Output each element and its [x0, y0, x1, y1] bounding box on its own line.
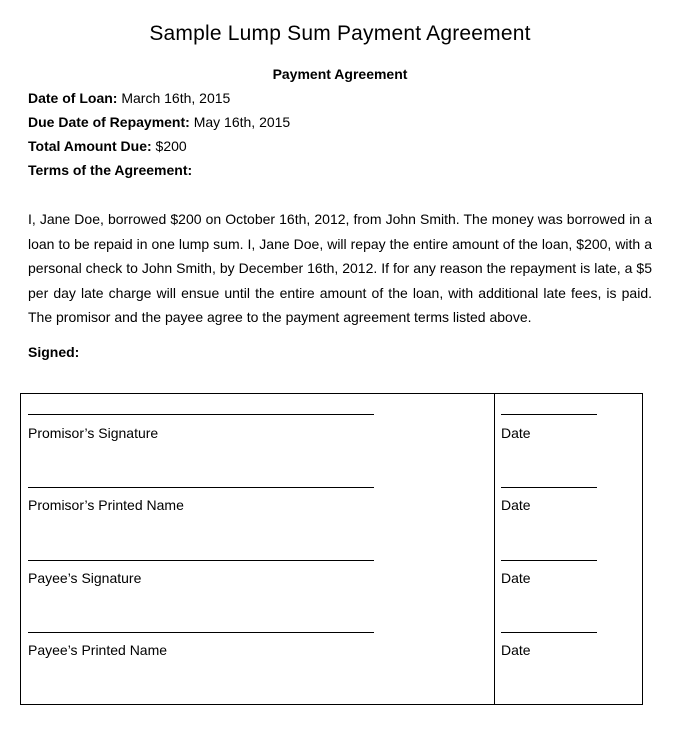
- payee-signature-label: Payee’s Signature: [28, 570, 142, 586]
- promisor-signature-label: Promisor’s Signature: [28, 425, 159, 441]
- signature-table: [20, 393, 643, 705]
- signature-line[interactable]: [28, 414, 374, 415]
- body-line: personal check to John Smith, by December 16th, 2012. If for any reason the repayment is late, a $5: [28, 260, 652, 276]
- body-line: loan to be repaid in one lump sum. I, Jane Doe, will repay the entire amount of the loan, $200, with a: [28, 235, 652, 252]
- date-of-loan-field: [28, 89, 230, 107]
- date-label: Date: [501, 425, 531, 441]
- due-date-label: Due Date of Repayment:: [28, 114, 190, 130]
- agreement-body: [28, 207, 652, 330]
- date-label: Date: [501, 570, 531, 586]
- date-line[interactable]: [501, 632, 597, 633]
- terms-heading: [28, 161, 192, 179]
- due-date-field: [28, 113, 290, 131]
- signature-line[interactable]: [28, 560, 374, 561]
- total-due-label: Total Amount Due:: [28, 138, 152, 154]
- date-label: Date: [501, 642, 531, 658]
- printed-name-line[interactable]: [28, 632, 374, 633]
- total-due-field: [28, 137, 187, 155]
- date-label: Date: [501, 497, 531, 513]
- payee-printed-name-label: Payee’s Printed Name: [28, 642, 168, 658]
- body-line: The promisor and the payee agree to the payment agreement terms listed above.: [28, 309, 532, 325]
- signature-column-divider: [494, 394, 495, 704]
- document-title: Sample Lump Sum Payment Agreement: [149, 22, 531, 45]
- document-subtitle: Payment Agreement: [272, 66, 408, 82]
- due-date-value: May 16th, 2015: [193, 114, 291, 130]
- date-line[interactable]: [501, 414, 597, 415]
- signed-label: Signed:: [28, 344, 80, 360]
- terms-label: Terms of the Agreement:: [28, 162, 193, 178]
- printed-name-line[interactable]: [28, 487, 374, 488]
- date-of-loan-label: Date of Loan:: [28, 90, 118, 106]
- total-due-value: $200: [155, 138, 187, 154]
- body-line: I, Jane Doe, borrowed $200 on October 16th, 2012, from John Smith. The money was borrowed in a: [28, 211, 652, 227]
- date-line[interactable]: [501, 560, 597, 561]
- date-line[interactable]: [501, 487, 597, 488]
- body-line: per day late charge will ensue until the entire amount of the loan, with additional late fees, is paid.: [28, 284, 652, 301]
- date-of-loan-value: March 16th, 2015: [121, 90, 231, 106]
- promisor-printed-name-label: Promisor’s Printed Name: [28, 497, 184, 513]
